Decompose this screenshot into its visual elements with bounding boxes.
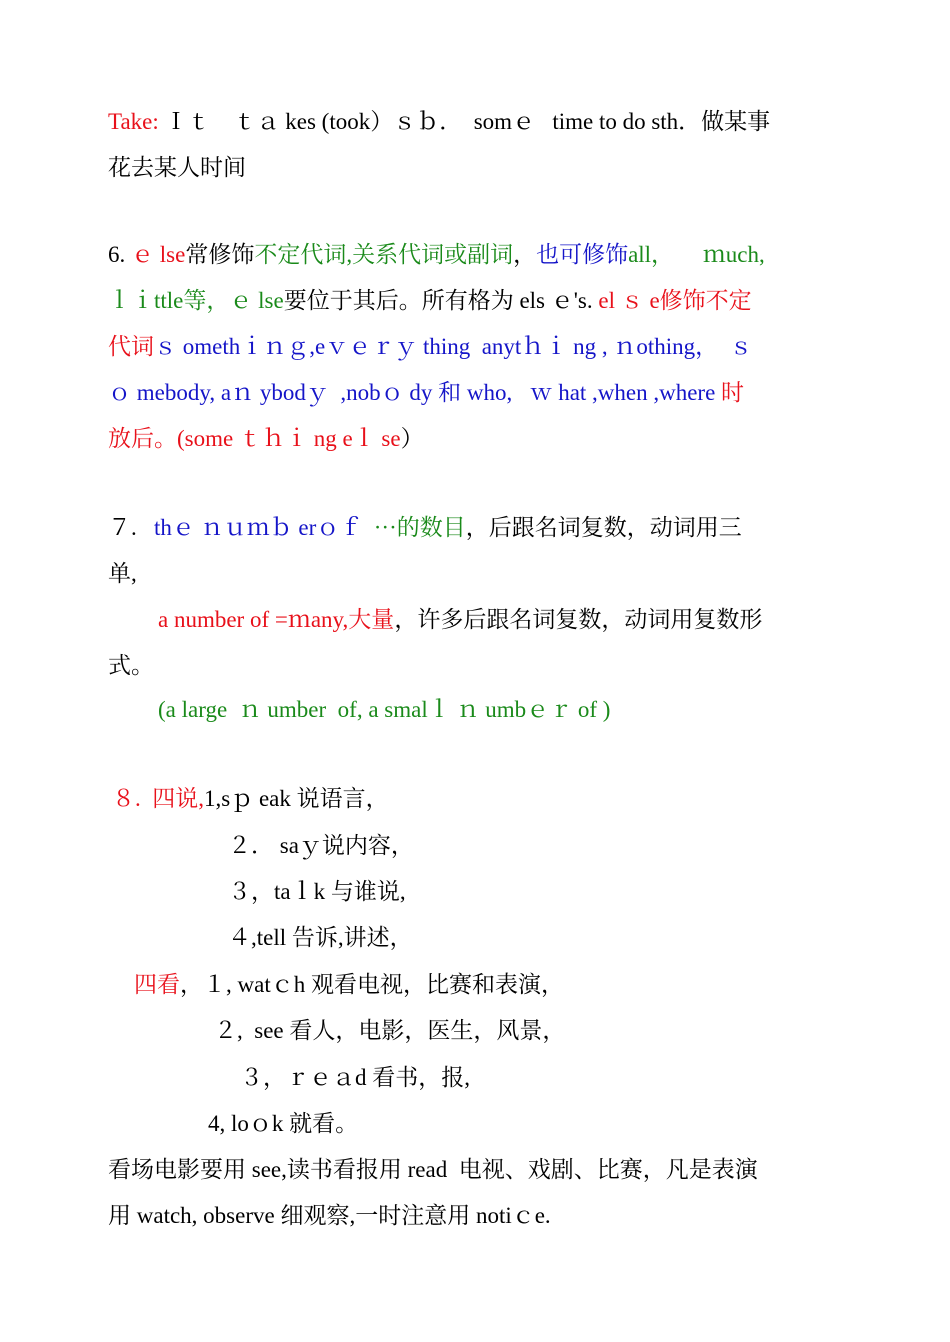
- text-line: [108, 1202, 551, 1230]
- text-segment: all， ｍuch,: [628, 242, 765, 267]
- text-line: [228, 924, 413, 952]
- text-line: [208, 1110, 358, 1138]
- text-segment: ，１, watｃh 观看电视，比赛和表演，: [180, 972, 564, 997]
- text-segment: ，: [513, 242, 537, 267]
- text-segment: 不定代词,关系代词或副词: [254, 242, 514, 267]
- text-line: [214, 1017, 565, 1045]
- text-segment: 和: [438, 380, 462, 405]
- text-segment: 时: [721, 380, 745, 405]
- text-segment: thｅ ｎｕｍｂ erｏｆ: [154, 515, 374, 540]
- text-segment: 四看: [134, 972, 180, 997]
- text-segment: 常修饰: [185, 242, 255, 267]
- text-segment: ２． saｙ说内容，: [228, 833, 414, 858]
- text-line: [112, 785, 389, 813]
- text-segment: Take:: [108, 109, 165, 134]
- text-line: [108, 108, 770, 136]
- text-segment: ３，taｌk 与谁说,: [228, 879, 406, 904]
- text-segment: 放后。(some ｔｈｉ ng eｌ se: [108, 426, 401, 451]
- text-segment: ８. 四说,: [112, 786, 204, 811]
- text-line: [108, 154, 246, 182]
- text-segment: 看场电影要用 see,读书看报用 read 电视、戏剧、比赛，凡是表演: [108, 1157, 758, 1182]
- text-segment: 修饰不定: [659, 288, 752, 313]
- text-line: [158, 606, 762, 634]
- text-line: [134, 971, 564, 999]
- text-segment: 花去某人时间: [108, 155, 246, 180]
- text-line: [108, 379, 744, 407]
- text-segment: 用 watch, observe 细观察,一时注意用 notiｃe.: [108, 1203, 551, 1228]
- text-segment: ，后跟名词复数，动词用三: [465, 515, 742, 540]
- text-line: [108, 514, 742, 542]
- text-segment: 也可修饰: [536, 242, 629, 267]
- text-line: [108, 560, 137, 588]
- text-segment: 式。: [108, 653, 154, 678]
- text-segment: ···的数目: [373, 515, 466, 540]
- text-segment: ｅ lse: [131, 242, 186, 267]
- text-segment: ７.: [108, 515, 154, 540]
- text-segment: Ｉｔ ｔａ kes (took）ｓｂ． somｅ time to do sth．做某事: [164, 109, 771, 134]
- text-segment: 单,: [108, 561, 137, 586]
- text-line: [108, 287, 752, 315]
- text-segment: who, ｗ hat ,when ,where: [461, 380, 722, 405]
- text-segment: 代词: [108, 334, 154, 359]
- text-segment: el ｓ e: [598, 288, 660, 313]
- text-line: [108, 1156, 758, 1184]
- text-segment: ）: [400, 426, 424, 451]
- text-segment: ３，ｒｅａd 看书，报,: [240, 1065, 470, 1090]
- text-line: [108, 333, 753, 361]
- text-segment: ｓ omethｉｎｇ,eｖｅｒｙ thing anytｈｉ ng , ｎothing， ｓ: [154, 334, 753, 359]
- text-segment: ｌｉttle: [108, 288, 184, 313]
- text-segment: ｏ mebody, aｎ ybodｙ ,nobｏ dy: [108, 380, 439, 405]
- text-segment: 4, loｏk 就看。: [208, 1111, 359, 1136]
- text-line: [228, 832, 414, 860]
- text-segment: a number of =ｍany,大量: [158, 607, 395, 632]
- text-line: [108, 425, 424, 453]
- text-segment: ，许多后跟名词复数，动词用复数形: [394, 607, 763, 632]
- text-line: [108, 652, 154, 680]
- text-line: [108, 241, 765, 269]
- text-segment: 1,sｐ eak 说语言，: [204, 786, 389, 811]
- text-segment: (a large ｎ umber of, a smalｌ ｎ umbｅｒ of ): [158, 697, 611, 722]
- text-line: [158, 696, 610, 724]
- text-segment: ２, see 看人，电影，医生，风景，: [214, 1018, 566, 1043]
- text-line: [240, 1064, 470, 1092]
- text-segment: ４,tell 告诉,讲述，: [228, 925, 413, 950]
- text-segment: 6.: [108, 242, 131, 267]
- text-line: [228, 878, 406, 906]
- text-segment: 等，ｅ lse: [183, 288, 284, 313]
- text-segment: 要位于其后。所有格为 els ｅ's.: [283, 288, 599, 313]
